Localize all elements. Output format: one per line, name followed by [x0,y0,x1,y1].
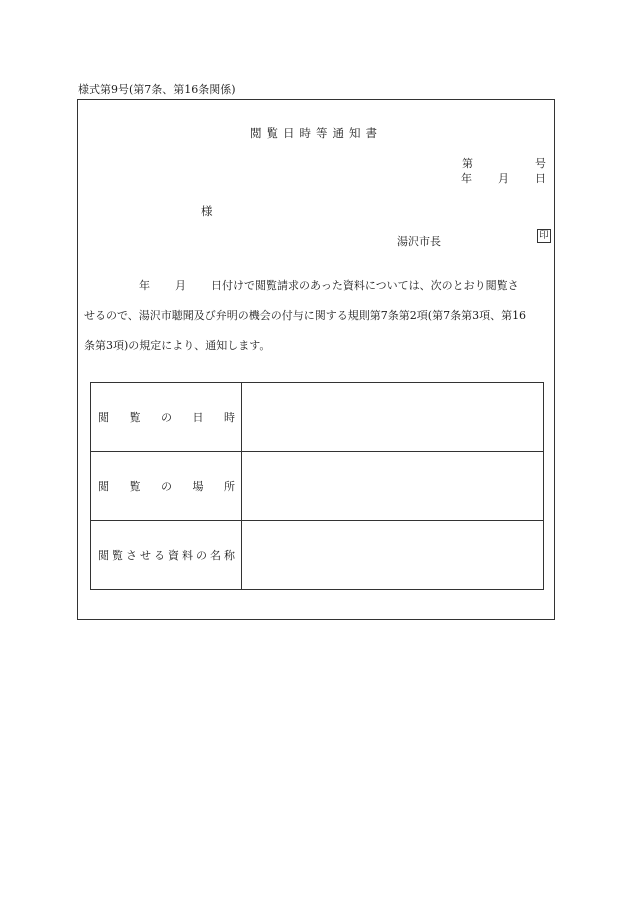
row-label [91,478,241,494]
table-row [91,452,544,521]
row-label-char: 称 [224,549,235,562]
body-line-3: 条第3項)の規定により、通知します。 [84,339,271,352]
row-label-char: 名 [210,549,221,562]
row-label-char: さ [126,549,137,562]
row-label-cell [91,383,242,452]
document-date [461,170,546,186]
document-title: 閲覧日時等通知書 [250,126,382,140]
notice-body [84,271,552,361]
notice-frame [77,99,555,620]
details-table [90,382,544,590]
row-label-char: 覧 [129,411,141,424]
body-year: 年 [139,279,150,292]
row-label-cell [91,521,242,590]
row-label-char: 覧 [112,549,123,562]
date-year: 年 [461,172,472,185]
row-label-char: の [161,411,172,424]
row-value-cell [242,383,544,452]
row-label-char: る [154,549,165,562]
seal-stamp: 印 [537,229,551,243]
table-row [91,521,544,590]
row-label-char: 料 [182,549,193,562]
row-label-char: せ [140,549,151,562]
row-label-char: 資 [168,549,179,562]
row-label-char: 閲 [98,549,109,562]
sender: 湯沢市長 [397,235,441,248]
row-value-cell [242,521,544,590]
row-label [91,409,241,425]
row-label-char: 時 [224,411,235,424]
row-label-char: 所 [224,480,235,493]
form-number-header: 様式第9号(第7条、第16条関係) [78,83,236,96]
row-label-char: 場 [192,480,204,493]
row-label-cell [91,452,242,521]
row-label-char: 閲 [98,480,109,493]
row-label-char: の [161,480,172,493]
body-line-1-text: 日付けで閲覧請求のあった資料については、次のとおり閲覧さ [211,279,519,292]
addressee: 様 [201,204,213,218]
number-suffix: 号 [535,157,546,170]
date-day: 日 [535,172,546,185]
number-prefix: 第 [462,157,473,170]
document-number [462,155,546,171]
row-label-char: 日 [192,411,204,424]
row-label-char: 閲 [98,411,109,424]
row-label-char: の [196,549,207,562]
row-value-cell [242,452,544,521]
body-month: 月 [175,279,186,292]
body-line-1 [84,271,552,301]
body-line-2: せるので、湯沢市聴聞及び弁明の機会の付与に関する規則第7条第2項(第7条第3項、第16 [84,309,527,322]
row-label-char: 覧 [129,480,141,493]
row-label [91,547,241,563]
date-month: 月 [498,172,509,185]
table-row [91,383,544,452]
